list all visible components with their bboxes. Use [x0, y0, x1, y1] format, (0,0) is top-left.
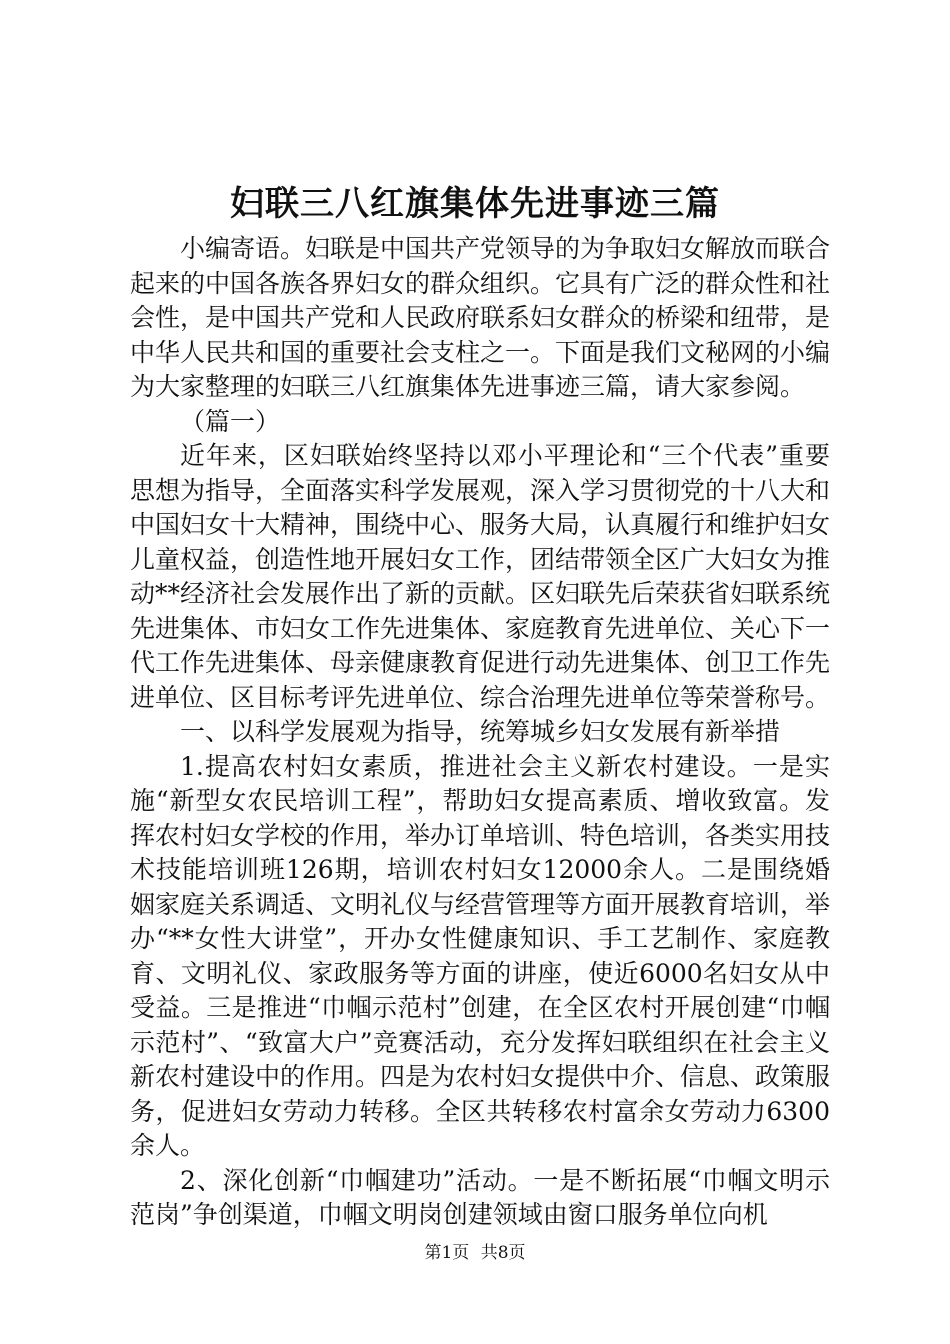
body-paragraph: 近年来，区妇联始终坚持以邓小平理论和“三个代表”重要思想为指导，全面落实科学发展观，深入学习贯彻党的十八大和中国妇女十大精神，围绕中心、服务大局，认真履行和维护妇女儿童权益，创造性地开展妇女工作，团结带领全区广大妇女为推动**经济社会发展作出了新的贡献。区妇联先后荣获省妇联系统先进集体、市妇女工作先进集体、家庭教育先进单位、关心下一代工作先进集体、母亲健康教育促进行动先进集体、创卫工作先进单位、区目标考评先进单位、综合治理先进单位等荣誉称号。 [130, 441, 831, 712]
page-footer [0, 1241, 950, 1265]
document-title: 妇联三八红旗集体先进事迹三篇 [230, 184, 720, 224]
body-paragraph: 2、深化创新“巾帼建功”活动。一是不断拓展“巾帼文明示范岗”争创渠道，巾帼文明岗创建领域由窗口服务单位向机 [130, 1165, 830, 1229]
section-heading: 一、以科学发展观为指导，统筹城乡妇女发展有新举措 [180, 717, 781, 746]
section-label: （篇一） [180, 406, 281, 436]
page-total: 共8页 [480, 1243, 526, 1263]
page-number: 第1页 [424, 1243, 470, 1263]
intro-paragraph: 小编寄语。妇联是中国共产党领导的为争取妇女解放而联合起来的中国各族各界妇女的群众组织。它具有广泛的群众性和社会性，是中国共产党和人民政府联系妇女群众的桥梁和纽带，是中华人民共和国的重要社会支柱之一。下面是我们文秘网的小编为大家整理的妇联三八红旗集体先进事迹三篇，请大家参阅。 [130, 234, 831, 401]
document-body [130, 232, 830, 1233]
body-paragraph: 1.提高农村妇女素质，推进社会主义新农村建设。一是实施“新型女农民培训工程”，帮助妇女提高素质、增收致富。发挥农村妇女学校的作用，举办订单培训、特色培训，各类实用技术技能培训班126期，培训农村妇女12000余人。二是围绕婚姻家庭关系调适、文明礼仪与经营管理等方面开展教育培训，举办“**女性大讲堂”，开办女性健康知识、手工艺制作、家庭教育、文明礼仪、家政服务等方面的讲座，使近6000名妇女从中受益。三是推进“巾帼示范村”创建，在全区农村开展创建“巾帼示范村”、“致富大户”竞赛活动，充分发挥妇联组织在社会主义新农村建设中的作用。四是为农村妇女提供中介、信息、政策服务，促进妇女劳动力转移。全区共转移农村富余女劳动力6300余人。 [130, 751, 831, 1160]
